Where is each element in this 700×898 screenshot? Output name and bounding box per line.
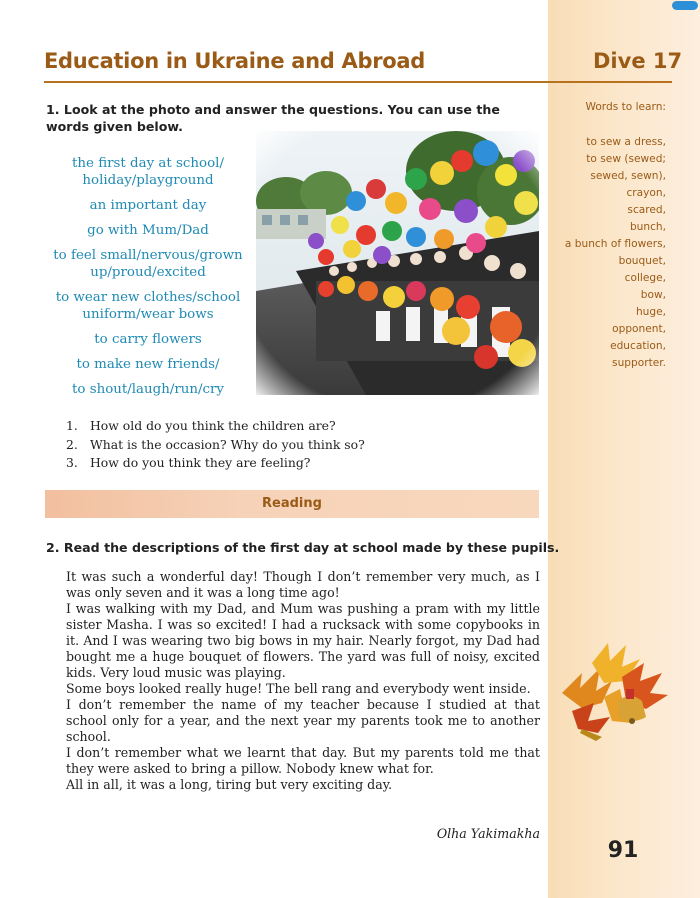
passage-paragraph: I don’t remember the name of my teacher because I studied at that school only for a year, and the next year my parents took me to another school. [66, 697, 540, 744]
useful-word: to shout/laugh/run/cry [72, 382, 224, 397]
title-divider [44, 81, 672, 83]
exercise-1-questions [66, 417, 365, 473]
vocab-item: education, [610, 340, 666, 352]
useful-word: to feel small/nervous/grown up/proud/excited [53, 248, 243, 280]
passage-paragraph: I was walking with my Dad, and Mum was pushing a pram with my little sister Masha. I was so excited! I had a rucksack with some copybooks in it. And I was wearing two big bows in my hair. Nearly forgot, my Dad had bought me a huge bouquet of flowers. The yard was full of noisy, excited kids. Very loud music was playing. [66, 601, 540, 680]
reading-passage [66, 569, 540, 793]
vocab-item: to sew (sewed; [586, 153, 666, 165]
useful-word: to wear new clothes/school uniform/wear bows [55, 290, 241, 322]
publisher-logo-icon [672, 1, 698, 10]
first-day-school-photo [256, 131, 539, 395]
vocab-item: crayon, [626, 187, 666, 199]
list-item: 1. How old do you think the children are? [66, 418, 336, 433]
passage-author: Olha Yakimakha [436, 826, 540, 841]
page-number: 91 [607, 838, 639, 863]
useful-word: to carry flowers [94, 332, 202, 347]
useful-word: the first day at school/ holiday/playground [72, 156, 224, 188]
list-item: 2. What is the occasion? Why do you think so? [66, 436, 365, 452]
words-to-learn-list [556, 134, 666, 372]
passage-paragraph: All in all, it was a long, tiring but very exciting day. [66, 777, 393, 792]
dive-label: Dive 17 [593, 49, 683, 73]
exercise-1-prompt: 1. Look at the photo and answer the questions. You can use the words given below. [46, 102, 500, 134]
exercise-2-prompt: 2. Read the descriptions of the first day at school made by these pupils. [46, 540, 560, 555]
reading-section-bar [45, 490, 539, 518]
page-title: Education in Ukraine and Abroad [44, 49, 426, 73]
vocab-item: scared, [627, 204, 666, 216]
vocab-item: bow, [640, 289, 666, 301]
useful-word: to make new friends/ [76, 357, 220, 372]
useful-word: go with Mum/Dad [87, 223, 209, 238]
vocab-item: to sew a dress, [586, 136, 666, 148]
vocab-item: opponent, [612, 323, 666, 335]
vocab-item: sewed, sewn), [590, 170, 666, 182]
passage-paragraph: Some boys looked really huge! The bell rang and everybody went inside. [66, 681, 531, 696]
vocab-item: huge, [635, 306, 666, 318]
words-to-learn-title: Words to learn: [585, 101, 666, 113]
useful-word: an important day [89, 198, 207, 213]
vocab-item: supporter. [612, 357, 666, 369]
autumn-leaves-bell-icon [552, 633, 676, 743]
reading-section-label: Reading [262, 496, 322, 511]
useful-words-list [44, 155, 252, 406]
vocab-item: college, [624, 272, 666, 284]
vocab-item: bunch, [629, 221, 666, 233]
vocab-item: bouquet, [618, 255, 666, 267]
vocab-item: a bunch of flowers, [564, 238, 666, 250]
passage-paragraph: I don’t remember what we learnt that day. But my parents told me that they were asked to bring a pillow. Nobody knew what for. [66, 745, 540, 776]
passage-paragraph: It was such a wonderful day! Though I don’t remember very much, as I was only seven and it was a long time ago! [66, 569, 540, 600]
list-item: 3. How do you think they are feeling? [66, 455, 311, 470]
